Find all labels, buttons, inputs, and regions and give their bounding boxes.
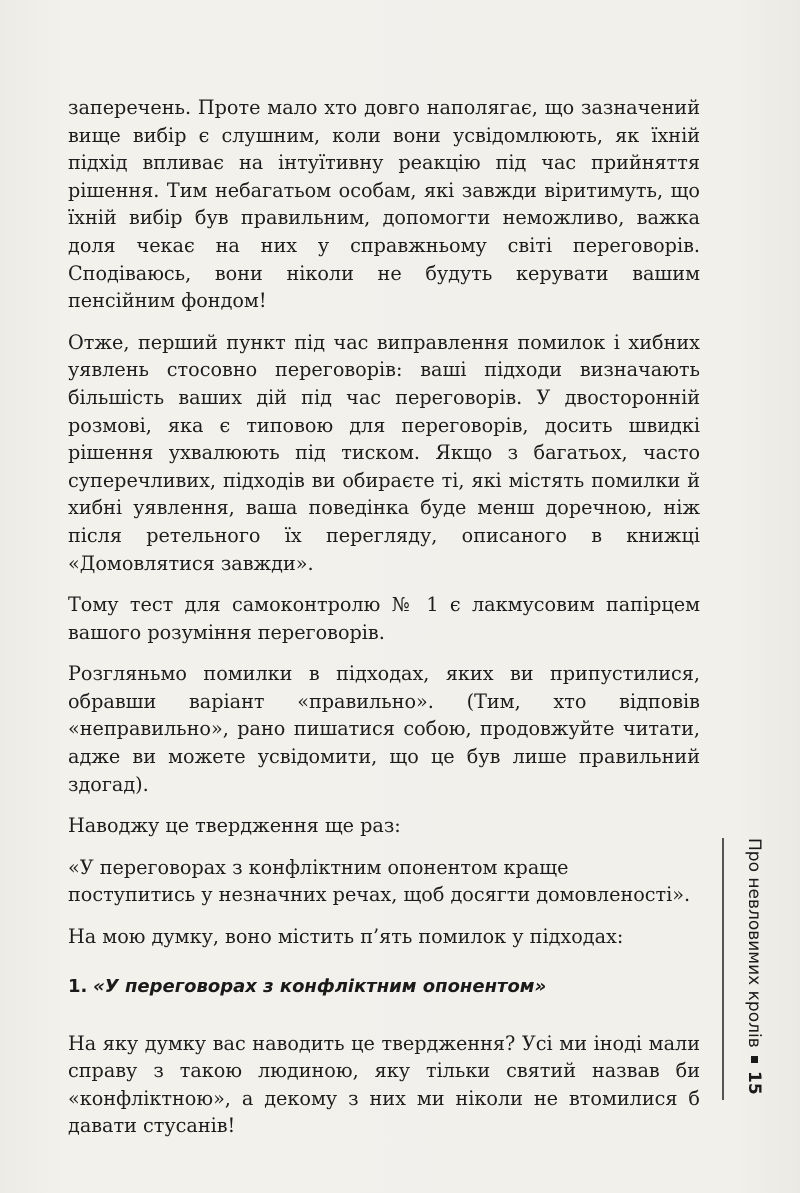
square-bullet-icon <box>751 1056 758 1063</box>
paragraph-1: заперечень. Проте мало хто довго наполягає, що зазначений вище вибір є слушним, коли вони усвідомлюють, як їхній підхід впливає на інтуїтивну реакцію під час прийняття рішення. Тим небагатьом особам, які завжди віритимуть, що їхній вибір був правильним, допомогти неможливо, важка доля чекає на них у справжньому світі переговорів. Сподіваюсь, вони ніколи не будуть керувати вашим пенсійним фондом! <box>68 96 700 313</box>
paragraph-7: На мою думку, воно містить п’ять помилок у підходах: <box>68 925 624 949</box>
page-number: 15 <box>744 1070 764 1095</box>
running-head <box>742 838 766 1100</box>
paragraph-4: Розгляньмо помилки в підходах, яких ви припустилися, обравши варіант «правильно». (Тим, хто відповів «неправильно», рано пишатися собою, продовжуйте читати, адже ви можете усвідомити, що це був лише правильний здогад). <box>68 662 700 796</box>
running-head-title: Про невловимих кролів <box>744 838 764 1048</box>
quoted-statement: «У переговорах з конфліктним опонентом краще поступитись у незначних речах, щоб досягти домовленості». <box>68 855 691 907</box>
margin-rule <box>722 838 724 1100</box>
paragraph-2: Отже, перший пункт під час виправлення помилок і хибних уявлень стосовно переговорів: ваші підходи визначають більшість ваших дій під час переговорів. У двосторонній розмові, яка є типовою для переговорів, досить швидкі рішення ухвалюють під тиском. Якщо з багатьох, часто суперечливих, підходів ви обираєте ті, які містять помилки й хибні уявлення, ваша поведінка буде менш доречною, ніж після ретельного їх перегляду, описаного в книжці «Домовлятися завжди». <box>68 330 700 575</box>
final-paragraph: На яку думку вас наводить це твердження? Усі ми іноді мали справу з такою людиною, яку тільки святий назвав би «конфліктною», а декому з них ми ніколи не втомилися б давати стусанів! <box>68 1031 700 1138</box>
section-heading-number: 1. <box>68 975 88 997</box>
section-heading <box>68 973 700 1000</box>
paragraph-5: Наводжу це твердження ще раз: <box>68 814 401 838</box>
section-heading-title: «У переговорах з конфліктним опонентом» <box>93 975 547 997</box>
body-text <box>68 94 700 1154</box>
paragraph-3: Тому тест для самоконтролю № 1 є лакмусовим папірцем вашого розуміння переговорів. <box>68 593 700 644</box>
